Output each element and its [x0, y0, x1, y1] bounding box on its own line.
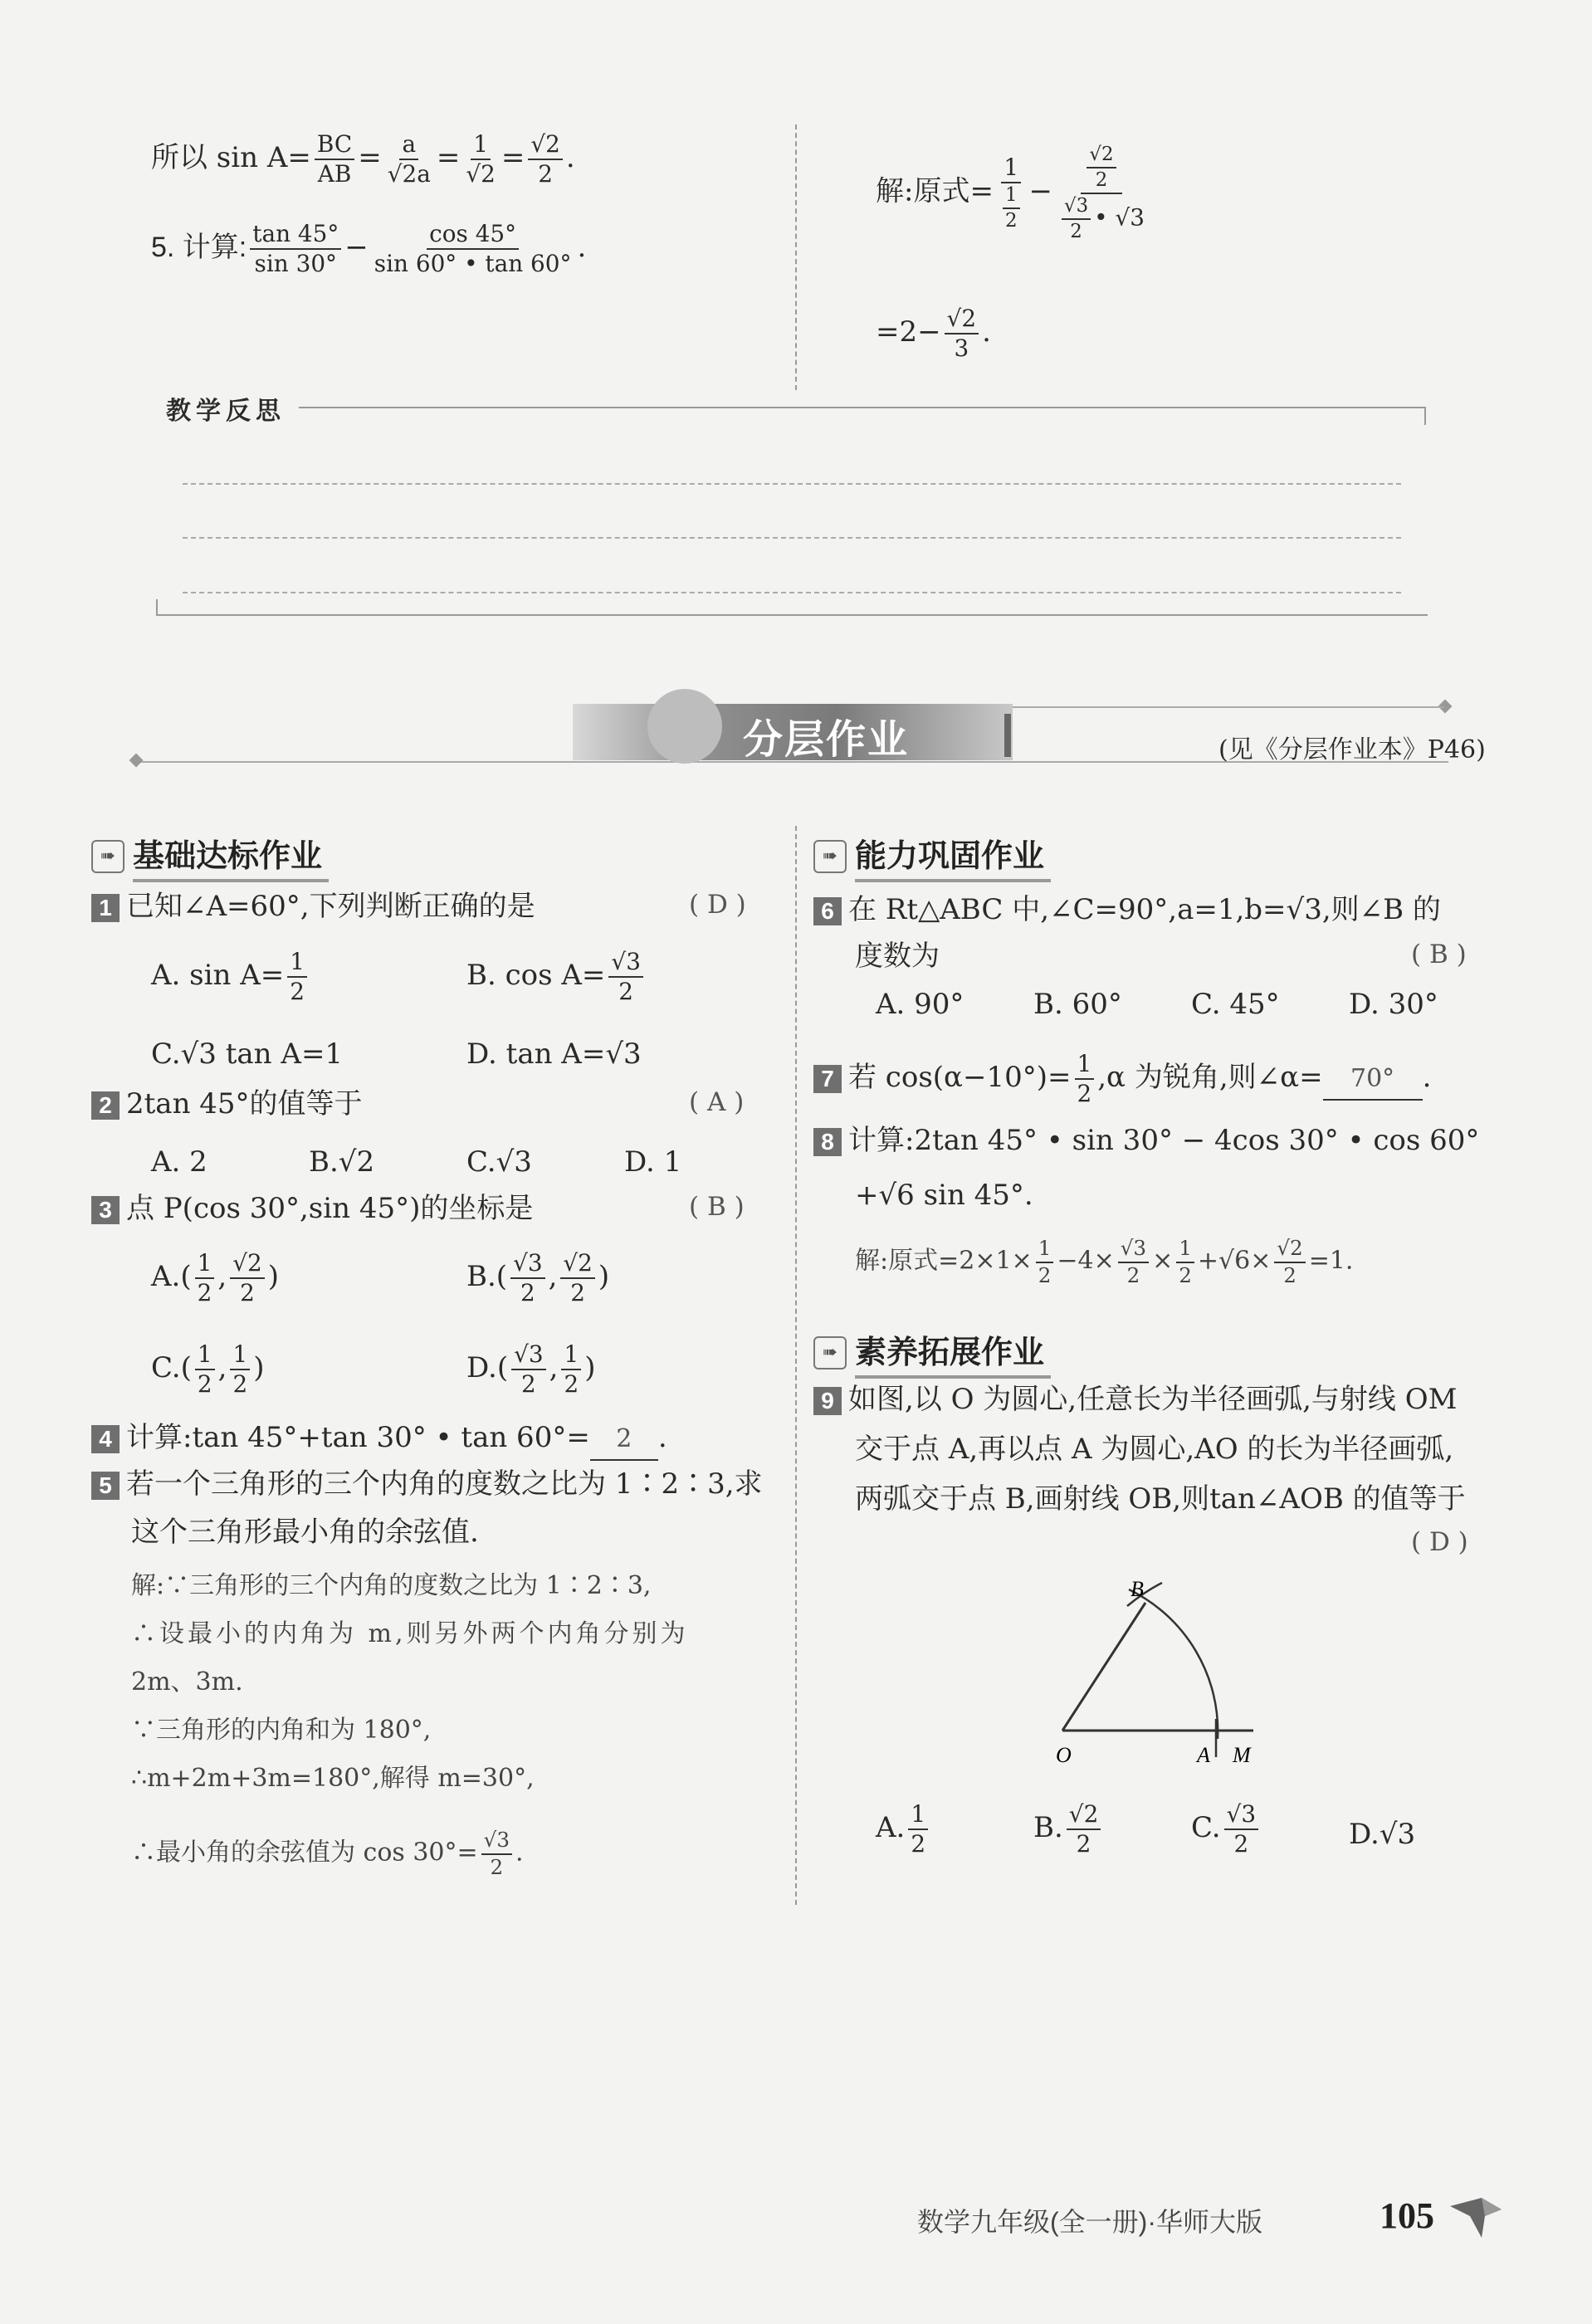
- question-5: 5 若一个三角形的三个内角的度数之比为 1∶2∶3,求: [91, 1464, 763, 1504]
- q5-solution-line: ∴m+2m+3m=180°,解得 m=30°,: [131, 1764, 535, 1793]
- question-3: 3 点 P(cos 30°,sin 45°)的坐标是: [91, 1189, 533, 1228]
- q6-option-d: D. 30°: [1349, 988, 1438, 1021]
- question-8: 8 计算:2tan 45° • sin 30° − 4cos 30° • cos 60°: [813, 1120, 1479, 1160]
- page-number: 105: [1380, 2195, 1434, 2236]
- q9-option-d: D.√3: [1349, 1818, 1416, 1851]
- q5-solution-line: ∵三角形的内角和为 180°,: [131, 1716, 432, 1745]
- q5-solution: [131, 1562, 689, 1803]
- q9-option-c: C. $\frac{√3}{2}$: [1191, 1803, 1262, 1856]
- layer-header-bar: [1004, 714, 1011, 757]
- origami-bird-icon: [1448, 2191, 1507, 2241]
- answer-3: ( B ): [689, 1192, 745, 1222]
- q9-option-b: B. $\frac{√2}{2}$: [1033, 1803, 1104, 1856]
- q2-option-a: A. 2: [151, 1145, 208, 1179]
- q2-option-b: B.√2: [309, 1145, 375, 1179]
- question-9: 9 如图,以 O 为圆心,任意长为半径画弧,与射线 OM: [813, 1379, 1457, 1419]
- reflection-top-line: [299, 407, 1426, 408]
- q5-solution-line: 2m、3m.: [131, 1667, 243, 1697]
- top-column-divider: [795, 124, 797, 390]
- q1-option-a: A. sin A= $\frac{1}{2}$: [151, 950, 310, 1003]
- layer-header-title: 分层作业: [743, 718, 910, 762]
- label-o: O: [1056, 1743, 1072, 1767]
- q6-option-a: A. 90°: [876, 988, 964, 1021]
- q3-option-a: A.( $\frac{1}{2}$ , $\frac{√2}{2}$ ): [151, 1249, 279, 1306]
- layer-header-ref: (见《分层作业本》P46): [1218, 735, 1486, 764]
- reflection-line-1: [183, 483, 1401, 485]
- section-basic: ➠ 基础达标作业: [91, 830, 329, 882]
- section-ability: ➠ 能力巩固作业: [813, 830, 1051, 882]
- q1-option-c: C.√3 tan A=1: [151, 1038, 344, 1071]
- question-9-line2: 交于点 A,再以点 A 为圆心,AO 的长为半径画弧,: [855, 1433, 1454, 1466]
- q2-option-d: D. 1: [624, 1145, 682, 1179]
- top-solution-result: =2− $\frac{√2}{3}$ .: [876, 305, 991, 362]
- question-2: 2 2tan 45°的值等于: [91, 1084, 363, 1124]
- reflection-line-2: [183, 537, 1401, 539]
- q1-option-b: B. cos A= $\frac{√3}{2}$: [466, 950, 647, 1003]
- q6-option-b: B. 60°: [1033, 988, 1122, 1021]
- answer-6: ( B ): [1411, 940, 1467, 969]
- q7-blank[interactable]: 70°: [1323, 1059, 1423, 1101]
- top-sin-line: 所以 sin A= $\frac{BC}{AB}$ = $\frac{a}{√2a}$ = $\frac{1}{√2}$ = $\frac{√2}{2}$ .: [151, 130, 575, 188]
- answer-2: ( A ): [689, 1087, 745, 1117]
- q3-option-b: B.( $\frac{√3}{2}$ , $\frac{√2}{2}$ ): [466, 1249, 610, 1306]
- reflection-title: 教学反思: [166, 398, 286, 425]
- layer-header-icon: [647, 689, 722, 764]
- question-7: 7 若 cos(α−10°)= $\frac{1}{2}$ ,α 为锐角,则∠α= 70° .: [813, 1052, 1431, 1106]
- question-4: 4 计算:tan 45°+tan 30° • tan 60°= 2 .: [91, 1418, 667, 1461]
- q4-blank[interactable]: 2: [590, 1419, 658, 1461]
- q2-option-c: C.√3: [466, 1145, 532, 1179]
- question-9-line3: 两弧交于点 B,画射线 OB,则tan∠AOB 的值等于: [855, 1482, 1466, 1516]
- question-6: 6 在 Rt△ABC 中,∠C=90°,a=1,b=√3,则∠B 的: [813, 890, 1441, 930]
- q3-option-d: D.( $\frac{√3}{2}$ , $\frac{1}{2}$ ): [466, 1340, 596, 1398]
- arrow-right-icon: ➠: [813, 840, 847, 873]
- q1-option-d: D. tan A=√3: [466, 1038, 642, 1071]
- label-a: A: [1197, 1743, 1210, 1767]
- question-5-line2: 这个三角形最小角的余弦值.: [131, 1516, 479, 1549]
- reflection-line-3: [183, 592, 1401, 593]
- q5-solution-line: ∴设最小的内角为 m,则另外两个内角分别为: [131, 1619, 689, 1648]
- reflection-bottom-line: [158, 614, 1428, 616]
- answer-1: ( D ): [689, 890, 746, 920]
- answer-9: ( D ): [1411, 1527, 1468, 1557]
- label-m: M: [1233, 1743, 1251, 1767]
- reflection-right-tick: [1424, 407, 1426, 425]
- label-b: B: [1131, 1577, 1144, 1601]
- question-1: 1 已知∠A=60°,下列判断正确的是: [91, 886, 535, 926]
- question-6-line2: 度数为: [855, 940, 940, 973]
- column-divider: [795, 826, 797, 1905]
- q8-solution: 解:原式=2×1× $\frac{1}{2}$ −4× $\frac{√3}{2}$ × $\frac{1}{2}$ +√6× $\frac{√2}{2}$ =1.: [855, 1236, 1354, 1287]
- q9-figure: [1054, 1573, 1287, 1772]
- section-extension: ➠ 素养拓展作业: [813, 1326, 1051, 1379]
- ray-ob: [1062, 1603, 1145, 1731]
- q3-option-c: C.( $\frac{1}{2}$ , $\frac{1}{2}$ ): [151, 1340, 265, 1398]
- reflection-left-tick: [156, 599, 158, 616]
- q5-solution-last: ∴最小角的余弦值为 cos 30°= $\frac{√3}{2}$ .: [131, 1828, 524, 1879]
- arrow-right-icon: ➠: [813, 1336, 847, 1370]
- question-8-line2: +√6 sin 45°.: [855, 1179, 1033, 1212]
- arc-centered-o: [1129, 1589, 1218, 1739]
- footer-book-title: 数学九年级(全一册)·华师大版: [917, 2207, 1262, 2237]
- top-question-5: 5. 计算: $\frac{\tan 45^\circ}{\sin 30^\circ}$ − $\frac{\cos 45^\circ}{\sin 60^\circ • \tan 60^\circ}$ .: [151, 220, 587, 277]
- arrow-right-icon: ➠: [91, 840, 125, 873]
- top-solution: 解:原式= $\frac{1}{\frac{1}{2}}$ − $\frac{√2}{2}$ $\frac{√3}{2}$ • √3: [876, 144, 1145, 242]
- q9-option-a: A. $\frac{1}{2}$: [876, 1803, 931, 1856]
- q6-option-c: C. 45°: [1191, 988, 1280, 1021]
- q5-solution-line: 解:∵三角形的三个内角的度数之比为 1∶2∶3,: [131, 1571, 652, 1600]
- layer-header-dot-left: [129, 754, 144, 768]
- layer-header-rule: [1004, 706, 1444, 708]
